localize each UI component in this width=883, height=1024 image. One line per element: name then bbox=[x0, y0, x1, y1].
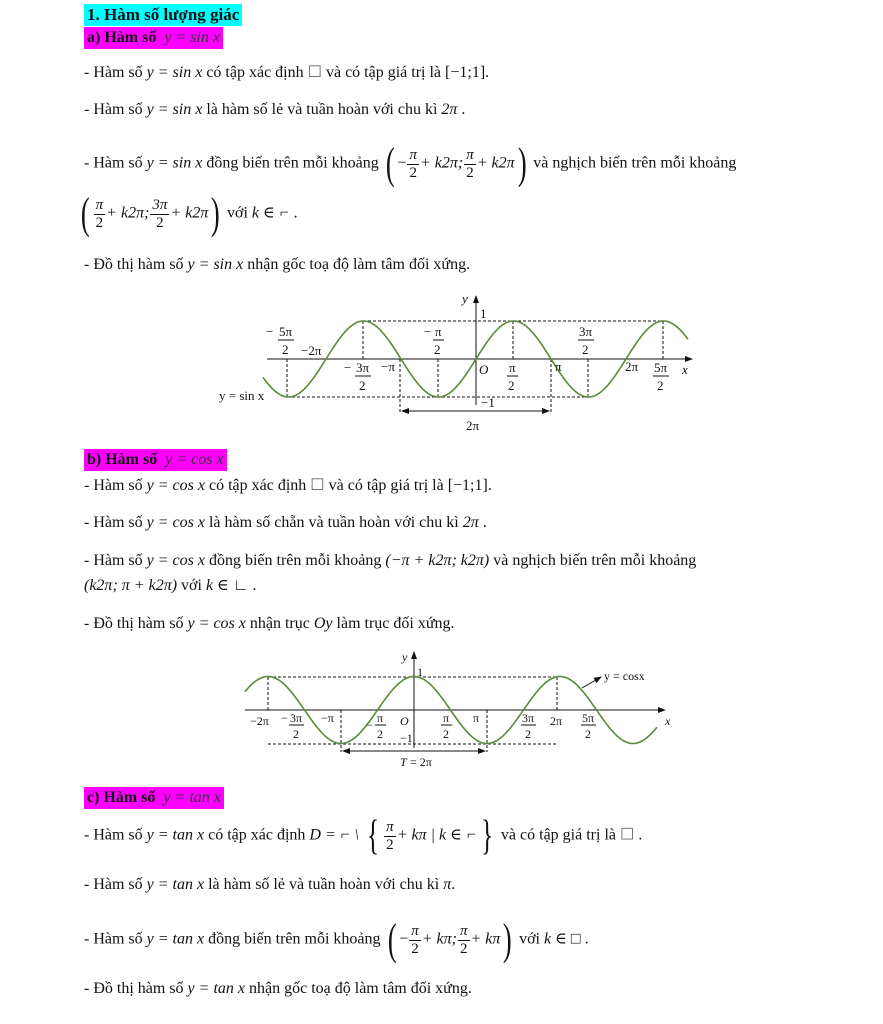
tan-domain-line: - Hàm số y = tan x có tập xác định D = ⌐ \ { $\frac{\pi}{2}$ + kπ | k ∈ ⌐} và có tập giá trị là ☐ . bbox=[84, 813, 643, 859]
svg-text:−: − bbox=[424, 324, 432, 339]
svg-text:−1: −1 bbox=[400, 731, 413, 745]
svg-text:x: x bbox=[682, 362, 688, 377]
cos-symmetry-line: - Đồ thị hàm số y = cos x nhận trục Oy làm trục đối xứng. bbox=[84, 615, 455, 632]
cos-domain-line: - Hàm số y = cos x có tập xác định ☐ và có tập giá trị là [−1;1]. bbox=[84, 477, 492, 494]
svg-text:= 2π: = 2π bbox=[410, 755, 432, 769]
svg-text:3π: 3π bbox=[579, 324, 593, 339]
svg-text:2: 2 bbox=[434, 342, 441, 357]
sin-monotonic-line-2: ( $\frac{\pi}{2}$ + k2π; $\frac{3\pi}{2}$ + k2π) với k ∈ ⌐ . bbox=[80, 189, 298, 238]
section-formula: y = cos x bbox=[165, 451, 224, 468]
svg-text:2: 2 bbox=[657, 378, 664, 393]
svg-text:2π: 2π bbox=[466, 418, 480, 433]
svg-text:2: 2 bbox=[359, 378, 366, 393]
svg-text:3π: 3π bbox=[290, 711, 303, 725]
svg-text:−: − bbox=[366, 718, 373, 732]
section-title-text: a) Hàm số bbox=[87, 29, 157, 46]
svg-text:π: π bbox=[377, 711, 384, 725]
svg-text:2: 2 bbox=[585, 727, 591, 741]
tan-monotonic-line: - Hàm số y = tan x đồng biến trên mỗi khoảng ( − $\frac{\pi}{2}$ + kπ; $\frac{\pi}{2}$ + kπ) với k ∈ □ . bbox=[84, 915, 589, 964]
cos-monotonic-line: - Hàm số y = cos x đồng biến trên mỗi khoảng (−π + k2π; k2π) và nghịch biến trên mỗi khoảng bbox=[84, 552, 697, 569]
svg-text:−π: −π bbox=[381, 359, 395, 374]
sin-symmetry-line: - Đồ thị hàm số y = sin x nhận gốc toạ độ làm tâm đối xứng. bbox=[84, 256, 471, 273]
svg-text:−2π: −2π bbox=[301, 343, 322, 358]
svg-text:O: O bbox=[400, 714, 409, 728]
svg-text:x: x bbox=[665, 714, 671, 728]
cos-graph bbox=[0, 640, 883, 780]
svg-text:2: 2 bbox=[282, 342, 289, 357]
svg-text:2: 2 bbox=[377, 727, 383, 741]
svg-text:T: T bbox=[400, 755, 407, 769]
svg-text:y = sin x: y = sin x bbox=[219, 388, 265, 403]
sin-domain-line: - Hàm số y = sin x có tập xác định ☐ và có tập giá trị là [−1;1]. bbox=[84, 64, 490, 81]
svg-text:y: y bbox=[462, 291, 468, 306]
svg-text:5π: 5π bbox=[582, 711, 595, 725]
svg-text:−2π: −2π bbox=[250, 714, 269, 728]
svg-text:π: π bbox=[555, 359, 562, 374]
section-formula: y = sin x bbox=[164, 29, 220, 46]
svg-text:O: O bbox=[479, 362, 489, 377]
svg-text:2: 2 bbox=[582, 342, 589, 357]
svg-text:π: π bbox=[435, 324, 442, 339]
tan-periodic-line: - Hàm số y = tan x là hàm số lẻ và tuần hoàn với chu kì π. bbox=[84, 876, 456, 893]
sin-periodic-line: - Hàm số y = sin x là hàm số lẻ và tuần hoàn với chu kì 2π . bbox=[84, 101, 466, 118]
svg-text:2: 2 bbox=[508, 378, 515, 393]
svg-text:2: 2 bbox=[443, 727, 449, 741]
section-formula: y = tan x bbox=[163, 789, 221, 806]
svg-text:−: − bbox=[344, 360, 352, 375]
svg-text:π: π bbox=[443, 711, 450, 725]
tan-symmetry-line: - Đồ thị hàm số y = tan x nhận gốc toạ độ làm tâm đối xứng. bbox=[84, 980, 472, 997]
section-title-tan bbox=[84, 787, 224, 809]
svg-text:y = cosx: y = cosx bbox=[604, 669, 645, 683]
svg-text:π: π bbox=[509, 360, 516, 375]
svg-text:2π: 2π bbox=[625, 359, 639, 374]
svg-text:2: 2 bbox=[293, 727, 299, 741]
cos-monotonic-line-2: (k2π; π + k2π) với k ∈ ∟ . bbox=[84, 577, 257, 594]
section-title-cos bbox=[84, 449, 227, 471]
svg-text:y: y bbox=[402, 650, 408, 664]
svg-text:−: − bbox=[266, 324, 274, 339]
sin-monotonic-line: - Hàm số y = sin x đồng biến trên mỗi khoảng ( − $\frac{\pi}{2}$ + k2π; $\frac{\pi}{2}$ + k2π) và nghịch biến trên mỗi khoảng bbox=[84, 139, 737, 188]
svg-text:5π: 5π bbox=[279, 324, 293, 339]
svg-text:−π: −π bbox=[321, 711, 334, 725]
svg-text:1: 1 bbox=[480, 306, 487, 321]
svg-text:3π: 3π bbox=[356, 360, 370, 375]
svg-text:2: 2 bbox=[525, 727, 531, 741]
svg-text:1: 1 bbox=[417, 665, 423, 679]
svg-text:5π: 5π bbox=[654, 360, 668, 375]
cos-periodic-line: - Hàm số y = cos x là hàm số chẵn và tuần hoàn với chu kì 2π . bbox=[84, 514, 487, 531]
sin-graph bbox=[0, 0, 883, 450]
main-heading: 1. Hàm số lượng giác bbox=[84, 4, 242, 26]
section-title-text: b) Hàm số bbox=[87, 451, 158, 468]
svg-text:π: π bbox=[473, 711, 480, 725]
section-title-text: c) Hàm số bbox=[87, 789, 156, 806]
svg-text:3π: 3π bbox=[522, 711, 535, 725]
svg-text:−1: −1 bbox=[481, 395, 495, 410]
svg-text:−: − bbox=[281, 711, 288, 725]
svg-text:2π: 2π bbox=[550, 714, 563, 728]
